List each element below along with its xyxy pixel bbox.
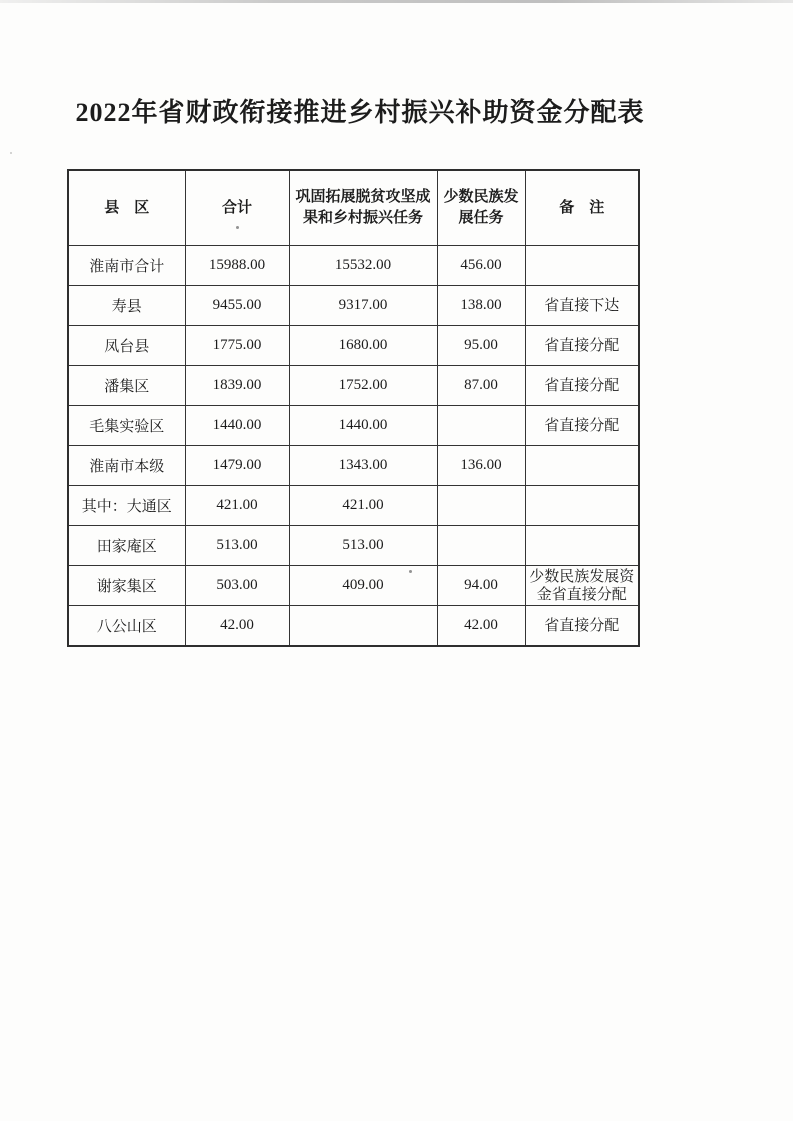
table-header-row [68,170,639,246]
cell-total: 513.00 [185,526,289,566]
cell-county: 淮南市本级 [68,446,185,486]
header-cell-consolidation: 巩固拓展脱贫攻坚成果和乡村振兴任务 [289,170,437,246]
header-cell-minority: 少数民族发展任务 [437,170,525,246]
header-cell-county: 县 区 [68,170,185,246]
cell-county: 毛集实验区 [68,406,185,446]
scan-speckle [409,570,412,573]
table-row [68,326,639,366]
cell-minority: 94.00 [437,566,525,606]
cell-remark: 少数民族发展资金省直接分配 [525,566,639,606]
cell-consolidation: 9317.00 [289,286,437,326]
cell-total: 1479.00 [185,446,289,486]
cell-remark: 省直接分配 [525,606,639,647]
table-row [68,486,639,526]
table-row [68,446,639,486]
cell-remark [525,526,639,566]
cell-remark: 省直接分配 [525,406,639,446]
cell-minority [437,486,525,526]
header-cell-total: 合计 [185,170,289,246]
cell-consolidation [289,606,437,647]
cell-total: 42.00 [185,606,289,647]
table-row [68,286,639,326]
cell-county: 八公山区 [68,606,185,647]
cell-county: 潘集区 [68,366,185,406]
cell-consolidation: 1343.00 [289,446,437,486]
page-title: 2022年省财政衔接推进乡村振兴补助资金分配表 [75,98,645,127]
table-row [68,366,639,406]
cell-county: 寿县 [68,286,185,326]
cell-total: 9455.00 [185,286,289,326]
cell-total: 421.00 [185,486,289,526]
cell-total: 15988.00 [185,246,289,286]
table-row [68,526,639,566]
scan-edge-artifact [0,0,793,3]
cell-remark [525,246,639,286]
cell-consolidation: 421.00 [289,486,437,526]
table-row [68,606,639,647]
table-row [68,246,639,286]
cell-county: 谢家集区 [68,566,185,606]
cell-county: 田家庵区 [68,526,185,566]
cell-minority: 95.00 [437,326,525,366]
cell-consolidation: 513.00 [289,526,437,566]
allocation-table [67,169,640,647]
cell-total: 1839.00 [185,366,289,406]
cell-consolidation: 1752.00 [289,366,437,406]
cell-minority: 138.00 [437,286,525,326]
cell-county: 淮南市合计 [68,246,185,286]
cell-minority [437,526,525,566]
cell-minority [437,406,525,446]
cell-consolidation: 15532.00 [289,246,437,286]
header-cell-remark: 备 注 [525,170,639,246]
table-row [68,406,639,446]
cell-remark: 省直接分配 [525,366,639,406]
cell-consolidation: 409.00 [289,566,437,606]
cell-total: 503.00 [185,566,289,606]
cell-minority: 456.00 [437,246,525,286]
table-row [68,566,639,606]
cell-minority: 136.00 [437,446,525,486]
cell-minority: 42.00 [437,606,525,647]
cell-consolidation: 1440.00 [289,406,437,446]
cell-remark [525,486,639,526]
cell-minority: 87.00 [437,366,525,406]
cell-county: 凤台县 [68,326,185,366]
cell-total: 1440.00 [185,406,289,446]
scan-speckle [236,226,239,229]
cell-remark: 省直接分配 [525,326,639,366]
cell-county: 其中：大通区 [68,486,185,526]
cell-consolidation: 1680.00 [289,326,437,366]
cell-remark [525,446,639,486]
cell-total: 1775.00 [185,326,289,366]
cell-remark: 省直接下达 [525,286,639,326]
scan-speckle [10,152,12,154]
